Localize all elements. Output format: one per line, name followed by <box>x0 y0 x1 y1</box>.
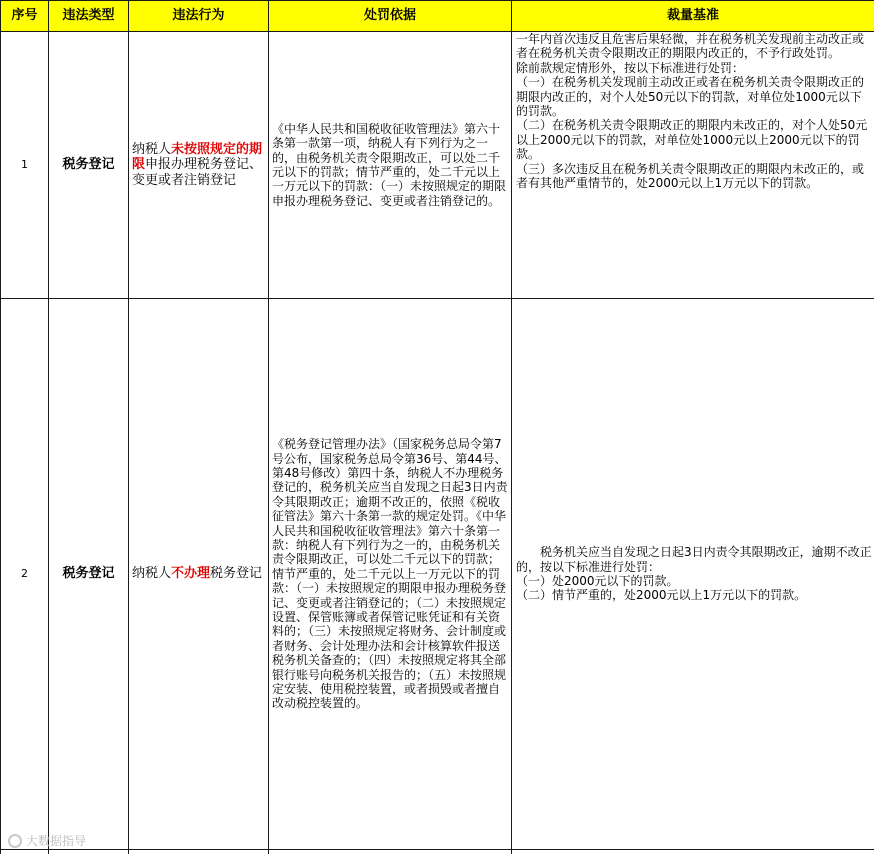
empty-cell <box>512 850 874 854</box>
header-num: 序号 <box>1 1 49 32</box>
standard-line: （三）多次违反且在税务机关责令限期改正的期限内未改正的，或者有其他严重情节的，处2000元以上1万元以下的罚款。 <box>516 162 872 191</box>
act-text: 纳税人 <box>132 142 171 157</box>
header-type: 违法类型 <box>49 1 129 32</box>
penalty-basis: 《中华人民共和国税收征收管理法》第六十条第一款第一项，纳税人有下列行为之一的，由税务机关责令限期改正，可以处二千元以下的罚款；情节严重的，处二千元以上一万元以下的罚款：（一）未按照规定的期限申报办理税务登记、变更或者注销登记的。 <box>269 32 512 299</box>
standard-line: （一）在税务机关发现前主动改正或者在税务机关责令限期改正的期限内改正的，对个人处50元以下的罚款，对单位处1000元以下的罚款。 <box>516 75 872 118</box>
discretion-standard <box>512 32 874 299</box>
standard-line: （二）情节严重的，处2000元以上1万元以下的罚款。 <box>516 588 872 602</box>
table-row <box>1 32 874 299</box>
empty-cell <box>49 850 129 854</box>
empty-cell <box>129 850 269 854</box>
act-text: 纳税人 <box>132 566 171 581</box>
standard-line: 除前款规定情形外，按以下标准进行处罚： <box>516 61 872 75</box>
standard-line: （一）处2000元以下的罚款。 <box>516 574 872 588</box>
act-text: 申报办理税务登记、变更或者注销登记 <box>132 157 262 188</box>
watermark-logo-icon <box>8 834 22 848</box>
empty-cell <box>1 850 49 854</box>
violation-act <box>129 299 269 850</box>
empty-cell <box>269 850 512 854</box>
violation-act <box>129 32 269 299</box>
header-act: 违法行为 <box>129 1 269 32</box>
standard-line: 税务机关应当自发现之日起3日内责令其限期改正，逾期不改正的，按以下标准进行处罚： <box>516 545 872 574</box>
act-text: 税务登记 <box>210 566 262 581</box>
header-basis: 处罚依据 <box>269 1 512 32</box>
discretion-standard <box>512 299 874 850</box>
standard-line: 一年内首次违反且危害后果轻微，并在税务机关发现前主动改正或者在税务机关责令限期改正的期限内改正的，不予行政处罚。 <box>516 32 872 61</box>
violation-type: 税务登记 <box>49 32 129 299</box>
header-row <box>1 1 874 32</box>
table-row <box>1 299 874 850</box>
act-highlight: 不办理 <box>171 566 210 581</box>
watermark <box>8 832 86 849</box>
penalty-basis: 《税务登记管理办法》（国家税务总局令第7号公布，国家税务总局令第36号、第44号、第48号修改）第四十条，纳税人不办理税务登记的，税务机关应当自发现之日起3日内责令其限期改正；逾期不改正的，依照《税收征管法》第六十条第一款的规定处罚。《中华人民共和国税收征收管理法》第六十条第一款：纳税人有下列行为之一的，由税务机关责令限期改正，可以处二千元以下的罚款；情节严重的，处二千元以上一万元以下的罚款：（一）未按照规定的期限申报办理税务登记、变更或者注销登记的；（二）未按照规定设置、保管账簿或者保管记账凭证和有关资料的；（三）未按照规定将财务、会计制度或者财务、会计处理办法和会计核算软件报送税务机关备查的；（四）未按照规定将其全部银行账号向税务机关报告的；（五）未按照规定安装、使用税控装置，或者损毁或者擅自改动税控装置的。 <box>269 299 512 850</box>
act-highlight: 未按照规定的期限 <box>132 142 262 173</box>
watermark-text: 大数据指导 <box>26 832 86 849</box>
standard-line: （二）在税务机关责令限期改正的期限内未改正的，对个人处50元以上2000元以下的罚款，对单位处1000元以上2000元以下的罚款。 <box>516 118 872 161</box>
row-num: 1 <box>1 32 49 299</box>
table-row-partial <box>1 850 874 854</box>
row-num: 2 <box>1 299 49 850</box>
header-standard: 裁量基准 <box>512 1 874 32</box>
violation-type: 税务登记 <box>49 299 129 850</box>
